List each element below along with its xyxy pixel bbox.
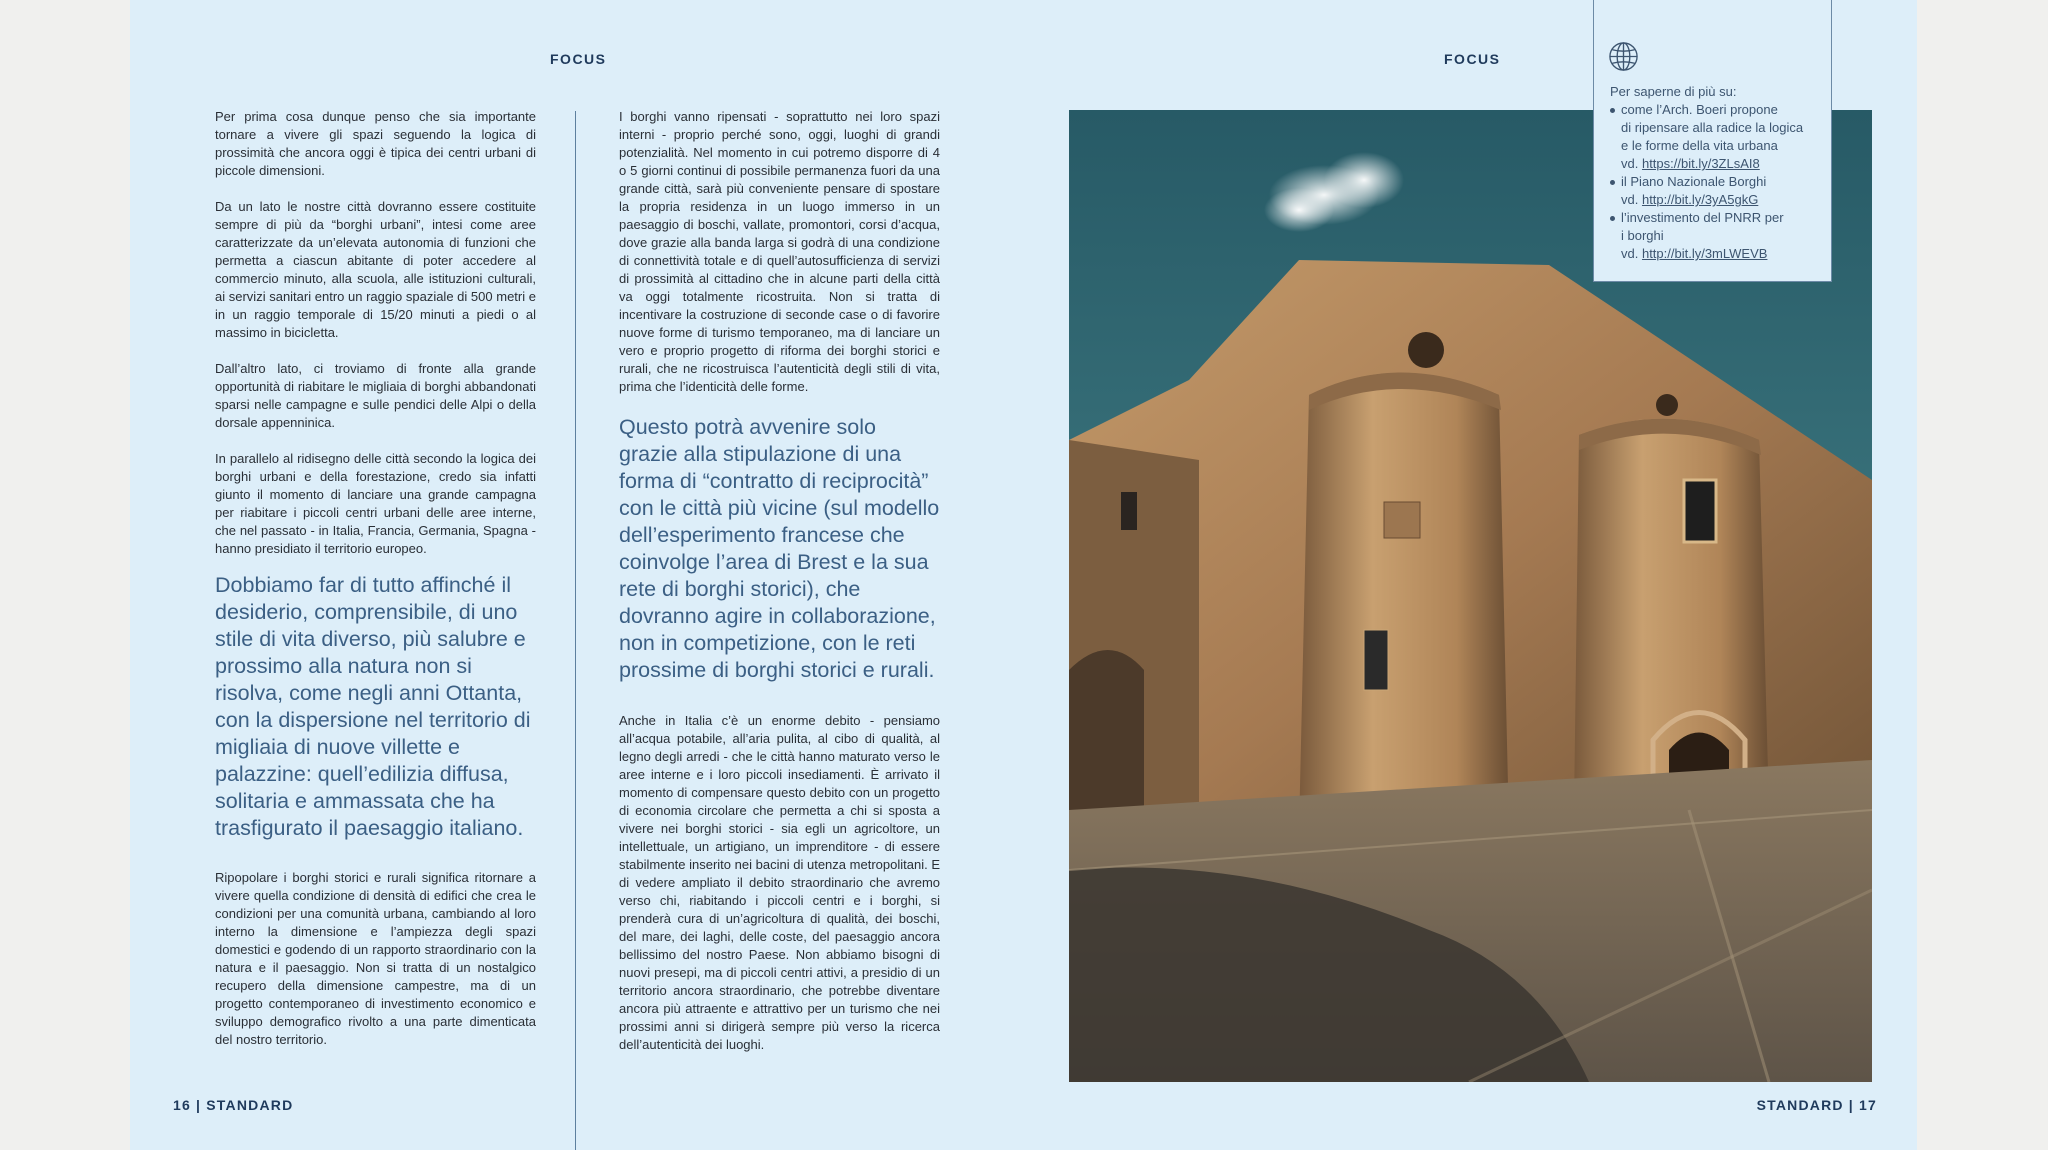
- text-column-right: [619, 108, 940, 1054]
- link-boeri[interactable]: https://bit.ly/3ZLsAI8: [1641, 156, 1760, 171]
- pull-quote: Dobbiamo far di tutto affinché il desiderio, comprensibile, di uno stile di vita diverso, più salubre e prossimo alla natura non si risolva, come negli anni Ottanta, con la dispersione nel territorio di migliaia di nuove villette e palazzine: quell’edilizia diffusa, solitaria e ammassata che ha trasfigurato il paesaggio italiano.: [215, 573, 531, 840]
- paragraph: Per prima cosa dunque penso che sia importante tornare a vivere gli spazi seguendo la logica di prossimità che ancora oggi è tipica dei centri urbani di piccole dimensioni.: [215, 109, 536, 178]
- link-piano-borghi[interactable]: http://bit.ly/3yA5gkG: [1641, 192, 1759, 207]
- further-reading-box: [1593, 0, 1832, 282]
- paragraph: Dall’altro lato, ci troviamo di fronte alla grande opportunità di riabitare le migliaia di borghi abbandonati sparsi nelle campagne e sulle pendici delle Alpi o della dorsale appenninica.: [215, 361, 536, 430]
- infobox-heading: Per saperne di più su:: [1610, 84, 1737, 99]
- section-label-left: FOCUS: [550, 51, 607, 67]
- item-text: il Piano Nazionale Borghi: [1621, 174, 1767, 189]
- item-prefix: vd.: [1621, 156, 1642, 171]
- paragraph: I borghi vanno ripensati - soprattutto nei loro spazi interni - proprio perché sono, oggi, luoghi di grandi potenzialità. Nel momento in cui potremo disporre di 4 o 5 giorni continui di possibile permanenza fuori da una grande città, sarà più conveniente pensare di spostare la propria residenza in un luogo immerso in un paesaggio di boschi, vallate, promontori, corsi d’acqua, dove grazie alla banda larga si godrà di una condizione di connettività totale e di quell’autosufficienza di servizi di prossimità al cittadino che in alcune parti della città va oggi totalmente ricostruita. Non si tratta di incentivare la costruzione di seconde case o di favorire nuove forme di turismo temporaneo, ma di lanciare un vero e proprio progetto di riforma dei borghi storici e rurali, che ne ricostruisca l’autenticità degli stili di vita, prima che l’identicità delle forme.: [619, 109, 940, 394]
- link-list: [1610, 101, 1817, 263]
- list-item: [1610, 209, 1817, 263]
- item-text: di ripensare alla radice la logica: [1621, 120, 1804, 135]
- text-column-left: [215, 108, 536, 1049]
- page-footer-right: STANDARD | 17: [1756, 1097, 1877, 1113]
- magazine-spread: [130, 0, 1917, 1150]
- paragraph: Anche in Italia c’è un enorme debito - pensiamo all’acqua potabile, all’aria pulita, al cibo di qualità, al legno degli arredi - che le città hanno maturato verso le aree interne e i loro piccoli insediamenti. È arrivato il momento di compensare questo debito con un progetto di economia circolare che permetta a chi si sposta a vivere nei borghi storici - sia egli un agricoltore, un intellettuale, un artigiano, un imprenditore - di essere stabilmente inserito nei bacini di utenza metropolitani. E di vedere ampliato il debito straordinario che avremo verso chi, riabitando i piccoli centri e i borghi, si prenderà cura di un’agricoltura di qualità, dei boschi, del mare, dei laghi, delle coste, del paesaggio ancora bellissimo del nostro Paese. Non abbiamo bisogni di nuovi presepi, ma di piccoli centri attivi, a presidio di un territorio ancora straordinario, che potrebbe diventare ancora più attraente e attrattivo per un turismo che nei prossimi anni si dirigerà sempre più verso la ricerca dell’autenticità dei luoghi.: [619, 713, 940, 1052]
- item-text: e le forme della vita urbana: [1621, 138, 1778, 153]
- item-text: l’investimento del PNRR per: [1621, 210, 1784, 225]
- link-pnrr[interactable]: http://bit.ly/3mLWEVB: [1641, 246, 1768, 261]
- list-item: [1610, 173, 1817, 209]
- pull-quote: Questo potrà avvenire solo grazie alla stipulazione di una forma di “contratto di reciprocità” con le città più vicine (sul modello dell’esperimento francese che coinvolge l’area di Brest e la sua rete di borghi storici), che dovranno agire in collaborazione, non in competizione, con le reti prossime di borghi storici e rurali.: [619, 415, 940, 682]
- globe-icon: [1608, 41, 1639, 72]
- paragraph: Da un lato le nostre città dovranno essere costituite sempre di più da “borghi urbani”, intesi come aree caratterizzate da un’elevata autonomia di funzioni che permetta a ciascun abitante di poter accedere al commercio minuto, alla scuola, alle istituzioni culturali, ai servizi sanitari entro un raggio spaziale di 500 metri e in un raggio temporale di 15/20 minuti a piedi o al massimo in bicicletta.: [215, 199, 536, 340]
- list-item: [1610, 101, 1817, 173]
- paragraph: In parallelo al ridisegno delle città secondo la logica dei borghi urbani e della forestazione, credo sia infatti giunto il momento di lanciare una grande campagna per riabitare i piccoli centri urbani delle aree interne, che nel passato - in Italia, Francia, Germania, Spagna - hanno presidiato il territorio europeo.: [215, 451, 536, 556]
- paragraph: Ripopolare i borghi storici e rurali significa ritornare a vivere quella condizione di densità di edifici che crea le condizioni per una comunità urbana, cambiando al loro interno la dimensione e l’ampiezza degli spazi domestici e godendo di un rapporto straordinario con la natura e il paesaggio. Non si tratta di un nostalgico recupero della dimensione campestre, ma di un progetto contemporaneo di investimento economico e sviluppo demografico rivolto a una parte dimenticata del nostro territorio.: [215, 870, 536, 1047]
- item-text: come l’Arch. Boeri propone: [1621, 102, 1778, 117]
- column-divider: [575, 111, 576, 1150]
- item-text: i borghi: [1621, 228, 1664, 243]
- item-prefix: vd.: [1621, 246, 1642, 261]
- item-prefix: vd.: [1621, 192, 1642, 207]
- section-label-right: FOCUS: [1444, 51, 1501, 67]
- page-footer-left: 16 | STANDARD: [173, 1097, 294, 1113]
